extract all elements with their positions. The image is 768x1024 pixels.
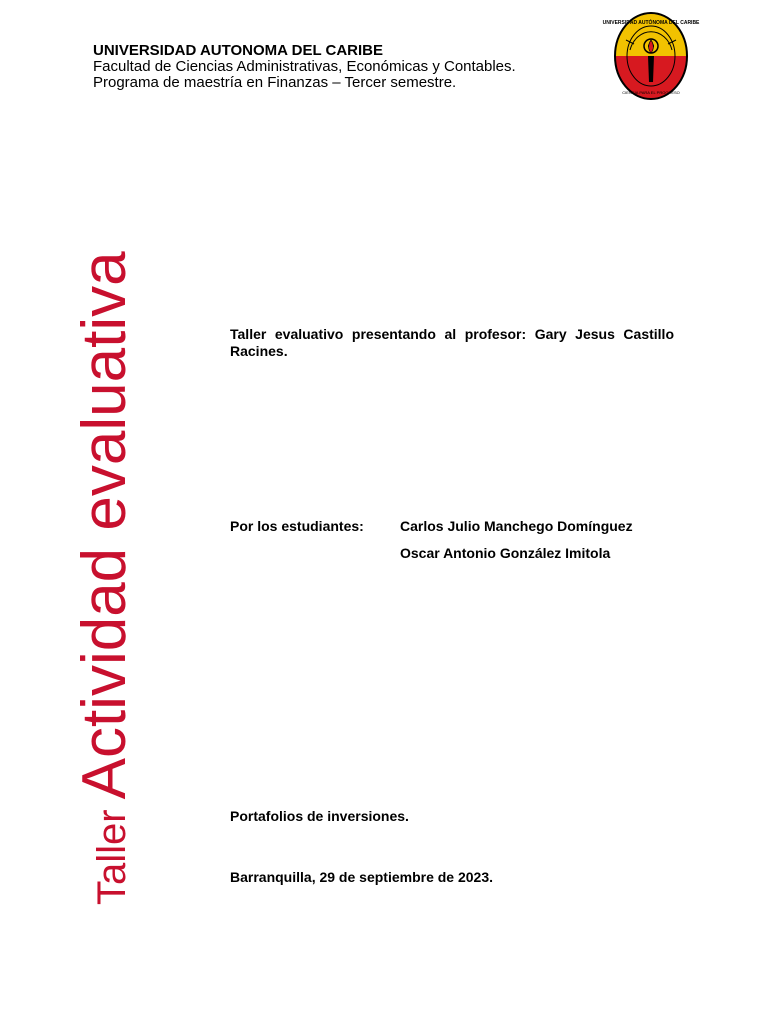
faculty-name: Facultad de Ciencias Administrativas, Económicas y Contables. [93,58,516,75]
place-and-date: Barranquilla, 29 de septiembre de 2023. [230,869,494,885]
seal-ring-text-bottom: CIENCIA PARA EL PROGRESO [622,90,680,95]
students-label: Por los estudiantes: [230,518,364,534]
university-seal-icon [602,10,700,102]
seal-ring-text-top: UNIVERSIDAD AUTÓNOMA DEL CARIBE [602,20,700,26]
cover-title-large: Actividad evaluativa [70,251,139,800]
student-name: Carlos Julio Manchego Domínguez [400,518,633,534]
program-name: Programa de maestría en Finanzas – Tercer semestre. [93,74,457,91]
university-name: UNIVERSIDAD AUTONOMA DEL CARIBE [93,42,384,59]
cover-title-small: Taller [90,809,134,905]
student-name: Oscar Antonio González Imitola [400,545,611,561]
document-header [93,43,593,91]
document-topic: Portafolios de inversiones. [230,808,409,824]
vertical-cover-title [70,251,139,905]
presented-to-professor: Taller evaluativo presentando al profesor: Gary Jesus Castillo Racines. [230,326,674,359]
